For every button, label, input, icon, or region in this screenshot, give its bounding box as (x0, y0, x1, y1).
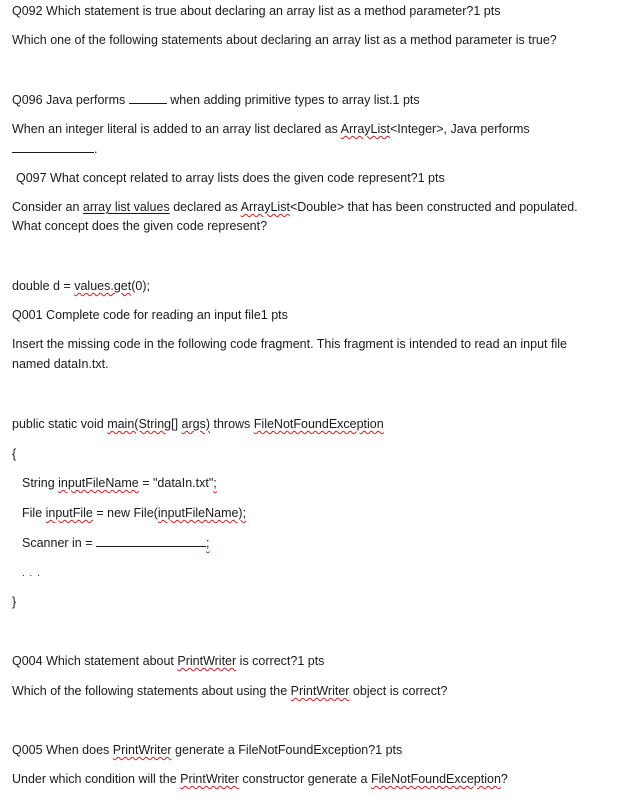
code-l1-a: public static void (12, 417, 108, 431)
q004-title-printwriter: PrintWriter (177, 654, 237, 668)
code-l3-c: = "dataIn.txt" (138, 476, 214, 490)
q005-body-e: ? (500, 772, 508, 786)
q092-question: Which one of the following statements about declaring an array list as a method parameter is true? (12, 33, 557, 47)
code-l5-semicolon: ; (206, 536, 210, 550)
q097-q1-a: Consider an (12, 200, 83, 214)
q005-body-a: Under which condition will the (12, 772, 181, 786)
q004-title (12, 653, 324, 669)
q096-title-end: when adding primitive types to array list.1 pts (170, 93, 420, 107)
q097-title: Q097 What concept related to array lists does the given code represent?1 pts (16, 171, 445, 185)
q001-code-line6: . . . (22, 568, 41, 579)
q001-title: Q001 Complete code for reading an input file1 pts (12, 308, 288, 322)
q096-question-start: When an integer literal is added to an array list declared as (12, 122, 341, 136)
q001-code-line2: { (12, 447, 17, 461)
q004-body-printwriter: PrintWriter (290, 684, 350, 698)
q004-body-a: Which of the following statements about using the (12, 684, 291, 698)
q005-body-printwriter: PrintWriter (180, 772, 239, 786)
q005-body-exception: FileNotFoundException (370, 772, 501, 786)
q005-question (12, 771, 508, 787)
code-l3-var: inputFileName (58, 476, 139, 490)
code-l5-blank (96, 535, 206, 547)
q001-code-line4 (22, 505, 246, 521)
q097-q1-arraylist: ArrayList (240, 200, 290, 214)
code-l3-semicolon: ; (213, 476, 217, 490)
code-l4-arg: inputFileName); (157, 506, 247, 520)
q005-title-a: Q005 When does (12, 743, 113, 757)
q097-code-c: (0); (131, 279, 150, 293)
q004-question (12, 683, 447, 699)
q004-title-a: Q004 Which statement about (12, 654, 178, 668)
q096-question (12, 121, 530, 137)
q001-code-line3 (22, 475, 217, 491)
q001-question-line1: Insert the missing code in the following code fragment. This fragment is intended to read an input file (12, 337, 567, 351)
q096-title-blank (129, 92, 167, 104)
code-l4-a: File (22, 506, 46, 520)
q005-title (12, 742, 402, 758)
q097-code-a: double d = (12, 279, 75, 293)
code-l3-a: String (22, 476, 59, 490)
code-l4-c: = new File( (92, 506, 158, 520)
q097-q1-c: declared as (169, 200, 241, 214)
code-l1-args: args) (181, 417, 211, 431)
code-l1-main: main(String[] (107, 417, 179, 431)
q097-question-line2: What concept does the given code represent? (12, 219, 268, 233)
q005-title-printwriter: PrintWriter (112, 743, 172, 757)
q097-q1-e: <Double> that has been constructed and populated. (289, 200, 578, 214)
q001-question-line2: named dataIn.txt. (12, 357, 109, 371)
code-l1-exception: FileNotFoundException (253, 417, 384, 431)
q092-title: Q092 Which statement is true about declaring an array list as a method parameter?1 pts (12, 4, 501, 18)
q096-question-end: <Integer>, Java performs (389, 122, 530, 136)
q004-body-c: object is correct? (349, 684, 448, 698)
q097-code-values-get: values.get (74, 279, 132, 293)
q005-body-c: constructor generate a (238, 772, 371, 786)
q096-title (12, 92, 420, 108)
code-l1-e: throws (210, 417, 254, 431)
code-l4-var: inputFile (45, 506, 93, 520)
q001-code-line7: } (12, 595, 17, 609)
q097-q1-array-list-values: array list values (82, 200, 170, 214)
q096-title-start: Q096 Java performs (12, 93, 126, 107)
q001-code-line1 (12, 416, 384, 432)
q096-answer-period: . (94, 142, 98, 156)
q096-question-arraylist: ArrayList (340, 122, 390, 136)
q096-answer-line (12, 141, 97, 157)
q096-answer-blank (12, 141, 94, 153)
q097-code (12, 278, 150, 294)
q001-code-line5 (22, 535, 210, 551)
q004-title-c: is correct?1 pts (236, 654, 325, 668)
q005-title-c: generate a FileNotFoundException?1 pts (171, 743, 403, 757)
q097-question-line1 (12, 199, 578, 215)
code-l5-a: Scanner in = (22, 536, 97, 550)
